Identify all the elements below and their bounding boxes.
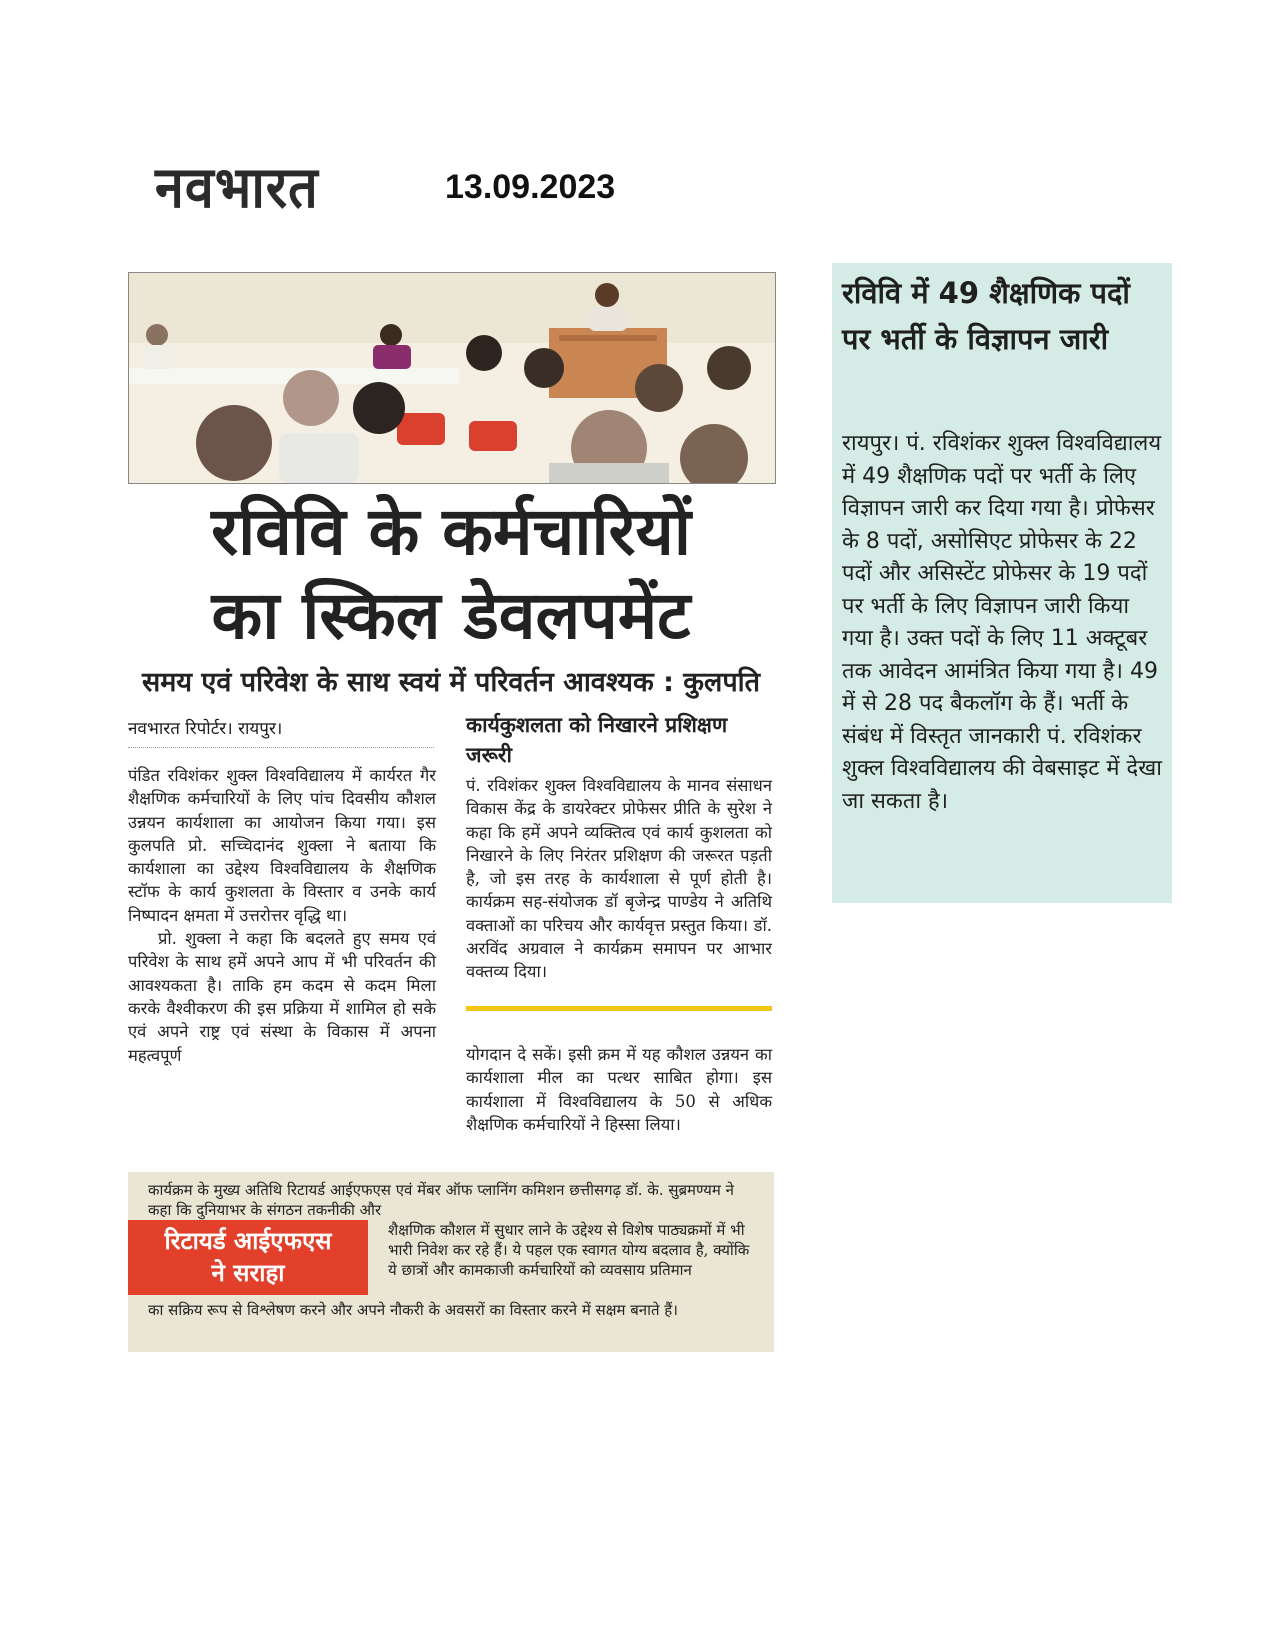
quote-text-3: का सक्रिय रूप से विश्लेषण करने और अपने नौकरी के अवसरों का विस्तार करने में सक्षम बनाते हैं। [148, 1301, 678, 1319]
quote-text-1: कार्यक्रम के मुख्य अतिथि रिटायर्ड आईएफएस एवं मेंबर ऑफ प्लानिंग कमिशन छत्तीसगढ़ डॉ. के. सुब्रमण्यम ने कहा कि दुनियाभर के संगठन तकनीकी और [148, 1181, 734, 1219]
quote-tag-line-2: ने सराहा [211, 1259, 285, 1287]
side-article-text: पं. रविशंकर शुक्ल विश्वविद्यालय के मानव संसाधन विकास केंद्र के डायरेक्टर प्रोफेसर प्रीति के सुरेश ने कहा कि हमें अपने व्यक्तित्व एवं कार्य कुशलता को निखारने के लिए निरंतर प्रशिक्षण की जरूरत पड़ती है, जो इस तरह के कार्यशाला से पूर्ण होती है। कार्यक्रम सह-संयोजक डॉ बृजेन्द्र पाण्डेय ने अतिथि वक्ताओं का परिचय और कार्यवृत्त प्रस्तुत किया। डॉ. अरविंद अग्रवाल ने कार्यक्रम समापन पर आभार वक्तव्य दिया। [466, 776, 772, 982]
newspaper-masthead: नवभारत [155, 155, 319, 222]
headline-line-2: का स्किल डेवलपमेंट [211, 577, 691, 654]
event-photo-illustration [129, 273, 775, 483]
publication-date: 13.09.2023 [445, 168, 616, 206]
article-column-1 [128, 764, 436, 1067]
byline: नवभारत रिपोर्टर। रायपुर। [128, 716, 434, 748]
side-heading: कार्यकुशलता को निखारने प्रशिक्षण जरूरी [466, 713, 728, 767]
side-story-headline: रविवि में 49 शैक्षणिक पदों पर भर्ती के विज्ञापन जारी [842, 276, 1130, 356]
quote-tag-line-1: रिटायर्ड आईएफएस [164, 1227, 332, 1255]
event-photo [128, 272, 776, 484]
article-column-2-continued: योगदान दे सकें। इसी क्रम में यह कौशल उन्नयन का कार्यशाला मील का पत्थर साबित होगा। इस कार्यशाला में विश्वविद्यालय के 50 से अधिक शैक्षणिक कर्मचारियों ने हिस्सा लिया। [466, 1045, 772, 1134]
subheadline: समय एवं परिवेश के साथ स्वयं में परिवर्तन आवश्यक : कुलपति [141, 667, 761, 698]
headline-line-1: रविवि के कर्मचारियों [211, 493, 691, 570]
quote-tag [128, 1220, 368, 1295]
section-divider [466, 1006, 772, 1011]
article-paragraph: पंडित रविशंकर शुक्ल विश्वविद्यालय में कार्यरत गैर शैक्षणिक कर्मचारियों के लिए पांच दिवसीय कौशल उन्नयन कार्यशाला का आयोजन किया गया। इस कुलपति प्रो. सच्चिदानंद शुक्ला ने बताया कि कार्यशाला का उद्देश्य विश्वविद्यालय के शैक्षणिक स्टॉफ के कार्य कुशलता के विस्तार व उनके कार्य निष्पादन क्षमता में उत्तरोत्तर वृद्धि था। [128, 766, 436, 925]
article-paragraph: प्रो. शुक्ला ने कहा कि बदलते हुए समय एवं परिवेश के साथ हमें अपने आप में भी परिवर्तन की आवश्यकता है। ताकि हम कदम से कदम मिला करके वैश्वीकरण की इस प्रक्रिया में शामिल हो सके एवं अपने राष्ट्र एवं संस्था के विकास में अपना महत्वपूर्ण [128, 929, 436, 1065]
side-story-body: रायपुर। पं. रविशंकर शुक्ल विश्वविद्यालय में 49 शैक्षणिक पदों पर भर्ती के लिए विज्ञापन जारी कर दिया गया है। प्रोफेसर के 8 पदों, असोसिएट प्रोफेसर के 22 पदों और असिस्टेंट प्रोफेसर के 19 पदों पर भर्ती के लिए विज्ञापन जारी किया गया है। उक्त पदों के लिए 11 अक्टूबर तक आवेदन आमंत्रित किया गया है। 49 में से 28 पद बैकलॉग के हैं। भर्ती के संबंध में विस्तृत जानकारी पं. रविशंकर शुक्ल विश्वविद्यालय की वेबसाइट में देखा जा सकता है। [842, 431, 1162, 814]
quote-text-2: शैक्षणिक कौशल में सुधार लाने के उद्देश्य से विशेष पाठ्यक्रमों में भी भारी निवेश कर रहे हैं। ये पहल एक स्वागत योग्य बदलाव है, क्योंकि ये छात्रों और कामकाजी कर्मचारियों को व्यवसाय प्रतिमान [388, 1221, 750, 1279]
main-headline [128, 490, 774, 658]
